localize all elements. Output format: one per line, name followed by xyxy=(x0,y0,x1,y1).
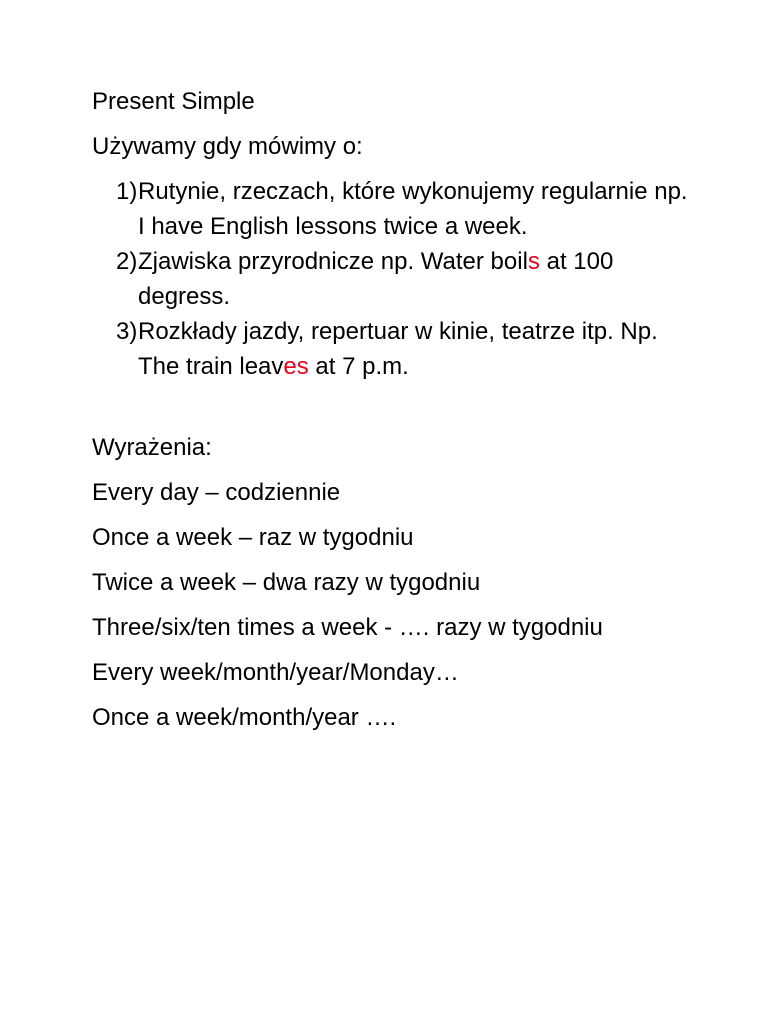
expressions-heading: Wyrażenia: xyxy=(92,434,212,461)
use-item-3 xyxy=(92,314,692,384)
blank-line xyxy=(92,384,692,430)
use-text-after: at 7 p.m. xyxy=(308,353,409,380)
suffix-highlight: es xyxy=(283,353,309,380)
suffix-highlight: s xyxy=(527,248,540,275)
use-text: Rutynie, rzeczach, które wykonujemy regularnie np. I have English lessons twice a week. xyxy=(138,178,688,240)
list-number: 3) xyxy=(116,318,138,345)
document-title: Present Simple xyxy=(92,88,255,115)
list-number: 1) xyxy=(116,178,138,205)
use-item-2 xyxy=(92,244,692,314)
uses-list xyxy=(92,174,692,384)
use-text-after: at 100 degress. xyxy=(138,248,614,310)
use-text-before: Zjawiska przyrodnicze np. Water boil xyxy=(138,248,528,275)
expression-line: Every week/month/year/Monday… xyxy=(92,659,459,686)
expression-line: Every day – codziennie xyxy=(92,479,341,506)
intro-text: Używamy gdy mówimy o: xyxy=(92,133,363,160)
list-number: 2) xyxy=(116,248,138,275)
use-text-before: Rozkłady jazdy, repertuar w kinie, teatrze itp. Np. The train leav xyxy=(138,318,658,380)
expression-line: Once a week – raz w tygodniu xyxy=(92,524,414,551)
use-item-1 xyxy=(92,174,692,244)
expression-line: Once a week/month/year …. xyxy=(92,704,397,731)
document-body xyxy=(92,84,692,745)
expression-line: Twice a week – dwa razy w tygodniu xyxy=(92,569,481,596)
expression-line: Three/six/ten times a week - …. razy w tygodniu xyxy=(92,614,603,641)
